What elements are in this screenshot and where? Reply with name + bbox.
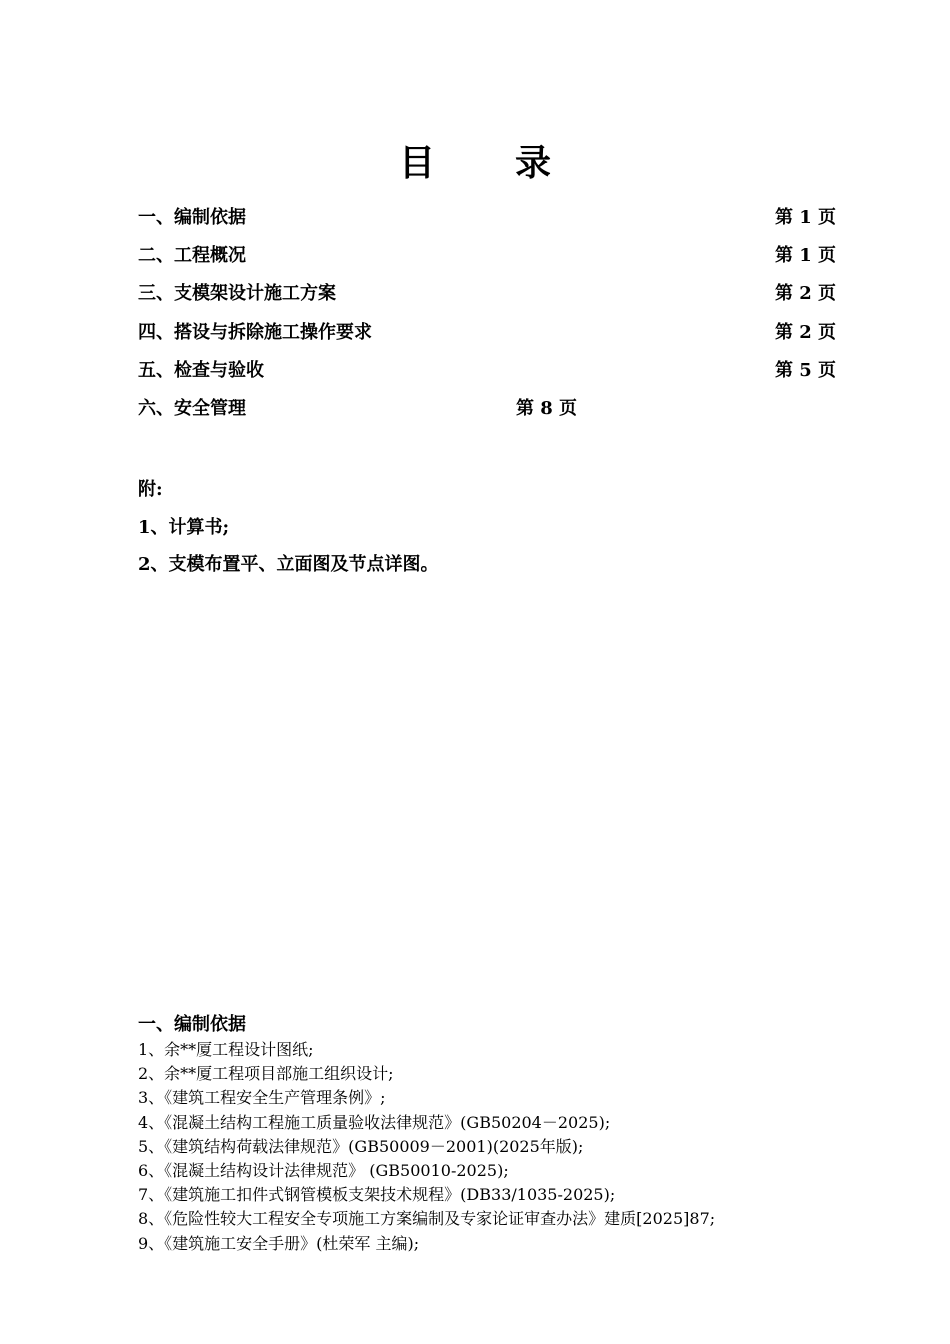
list-item: 9、《建筑施工安全手册》(杜荣军 主编); xyxy=(138,1233,420,1253)
list-item: 2、余**厦工程项目部施工组织设计; xyxy=(138,1064,394,1084)
toc-entry-page: 第 1 页 xyxy=(774,207,836,228)
toc-title-right: 录 xyxy=(515,142,552,184)
toc-entry-page: 第 2 页 xyxy=(774,283,836,305)
appendix-title: 附: xyxy=(138,479,163,500)
toc-entry[interactable] xyxy=(138,204,836,242)
appendix-item: 1、计算书; xyxy=(138,517,230,538)
toc-entry-page: 第 1 页 xyxy=(774,245,836,267)
list-item: 5、《建筑结构荷载法律规范》(GB50009－2001)(2025年版); xyxy=(138,1136,584,1156)
appendix-item: 2、支模布置平、立面图及节点详图。 xyxy=(138,554,439,575)
toc-entry[interactable] xyxy=(138,395,836,433)
basis-section xyxy=(138,1012,918,1256)
toc-title-left: 目 xyxy=(398,142,435,184)
toc-entry-label: 三、支模架设计施工方案 xyxy=(138,283,336,305)
section-heading: 一、编制依据 xyxy=(138,1014,246,1035)
toc-entry-label: 六、安全管理 xyxy=(138,397,246,419)
toc-entry-label: 二、工程概况 xyxy=(138,245,246,267)
list-item: 7、《建筑施工扣件式钢管模板支架技术规程》(DB33/1035-2025); xyxy=(138,1185,616,1205)
list-item: 1、余**厦工程设计图纸; xyxy=(138,1040,314,1059)
list-item: 8、《危险性较大工程安全专项施工方案编制及专家论证审查办法》建质[2025]87; xyxy=(138,1209,716,1229)
toc-entry[interactable] xyxy=(138,357,836,395)
toc-entry[interactable] xyxy=(138,242,836,280)
toc-entry-page: 第 2 页 xyxy=(774,321,836,343)
toc-entry[interactable] xyxy=(138,319,836,357)
appendix xyxy=(138,476,439,588)
toc-entry-page: 第 5 页 xyxy=(774,359,836,381)
list-item: 3、《建筑工程安全生产管理条例》; xyxy=(138,1088,386,1108)
toc-entry-page: 第 8 页 xyxy=(516,397,578,419)
table-of-contents xyxy=(138,204,836,433)
toc-entry-label: 四、搭设与拆除施工操作要求 xyxy=(138,321,372,343)
list-item: 6、《混凝土结构设计法律规范》 (GB50010-2025); xyxy=(138,1160,509,1180)
toc-entry[interactable] xyxy=(138,280,836,318)
list-item: 4、《混凝土结构工程施工质量验收法律规范》(GB50204－2025); xyxy=(138,1112,611,1132)
toc-title xyxy=(0,135,950,186)
toc-entry-label: 五、检查与验收 xyxy=(138,359,264,381)
toc-entry-label: 一、编制依据 xyxy=(138,207,246,228)
